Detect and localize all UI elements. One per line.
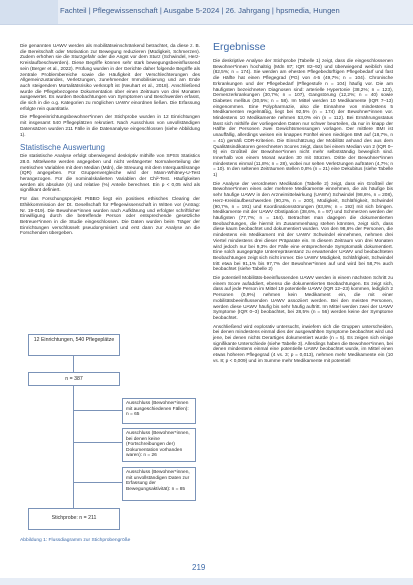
header-bar — [0, 0, 413, 25]
flow-exclusion-2 — [122, 428, 196, 462]
paragraph: Die Analyse der verordneten Medikation (Tabelle 2) zeigt, dass ein Großteil der Bewohner*innen eines oder mehrere Medikamente einnehmen, die als häufige bis sehr häufige UAWV in den Arzneimittelwirkung (UAWV) Schwindel (98,6%, n = 208), Herz-Kreislaufbeschwerden (90,2%, n = 200), Müdigkeit, Schläfrigkeit, Schwindel (90,7%, n = 191) und Koordinationsstörungen (93,8%; n = 192) mit sich bringen. Medikamente mit der UAWV Obstipation (38,6%, n = 97) und Schmerzen werden der häufigsten (77,7%; n = 164). Betrachtet man dagegen die dokumentierten Beobachtungen, die hiermit im Zusammenhang stehen könnten, zeigt sich, dass diese kaum beobachtet und dokumentiert wurden. Von den 98,6% der Personen, die mindestens ein Medikament mit der UAWV Schwindel einnehmen, nehmen drei Viertel mindestens drei dieser Präparate ein. In diesem Zeitraum von drei Monaten wird jedoch nur bei 9,3% der Fälle eine entsprechende Symptomatik dokumentiert. Eine solch ausgeprägte Unterrepräsentanz zu erwartender UAWV und beobachteten Beobachtungen zeigt sich nicht immer. Die UAWV Müdigkeit, Schläfrigkeit, Schwindel tritt etwa bei 91,1% bis 97,7% der Bewohner*innen auf und wird bei 58,7% auch beobachtet (siehe Tabelle 2) — [213, 181, 393, 273]
flow-connector — [73, 410, 122, 411]
running-header: Fachteil | Pflegewissenschaft | Ausgabe 5-2024 | 26. Jahrgang | hpsmedia, Hungen — [60, 6, 340, 15]
paragraph: Die statistische Analyse erfolgt überwiegend deskriptiv mithilfe von SPSS Statistics 28.0. Mittelwerte werden angegeben und nicht verlängerter Normalverteilung der metrischen Variablen mit dem Median (Mdn), die Streuung mit dem Interquartilsrange (IQR) angegeben. Für Gruppenvergleiche wird der Mann-Whitney-U-Test herangezogen. Für die nominalskalierten Variablen der Chi²-Test. Häufigkeiten werden als absolute (n) und relative (%) Anteile berechnet. Ein p < 0,05 wird als signifikant definiert. — [20, 154, 200, 194]
paragraph: Die deskriptive Analyse der Stichprobe (Tabelle 1) zeigt, dass die eingeschlossenen Bewohner*innen hochaltrig (Mdn 87; IQR 82–92) und überwiegend weiblich sind (82,5%; n = 174). Sie werden am ehesten Pflegebedürftigen Pflegebedarf und fast die Hälfte hat einen Pflegegrad (PG) von 4-5 (49,7%; n = 104). Chronische Erkrankungen und der Pflegebedarf (Pflegestufe n = 104) häufig vor. Die am häufigsten bezeichneten Diagnosen sind: arterielle Hypertonie (38,2%; n = 123), Demenzerkrankungen (30,7%; n = 107), Gangstörung (12,2%; n = 40) sowie Diabetes mellitus (30,5%; n = 58). Im Mittel werden 10 Medikamente (IQR 7–13) eingenommen. Eine Polypharmazie, also die Einnahme von mindestens 5 Medikamenten regelmäßig, liegt bei 92,5% (n = 174) der Bewohner*innen vor. Mindestens 10 Medikamente nehmen 53,0% ein (n = 112). Bei Ernährungsstatus lässt sich mithilfe der vorliegenden Daten nur schwer beurteilen, da nur in knapp der Hälfte der Personen zwei Gewichtsmessungen vorlagen. Der mittlere BMI ist unauffällig, allerdings weisen ein knappes Fünftel einen niedrigen BMI auf (18,7%, n = 41) gemäß CDR-Kriterien. Die Einschätzung der Mobilität anhand des aus dem Qualitätsindikatoren gerechneten Scores zeigt, dass bei einem Median von 2 (IQR 0–9) ein Großteil der Bewohner*innen nicht mehr selbstständig beweglich sind. Innerhalb von einem Monat wurden 30 mit Stürzen. Dritte der Bewohner*innen mindestens einmal (11,8%; n = 28), wobei nur selten Verletzungen auftraten (4,7%; n = 10). In den seltenen Zeiträumen stellen 0,8% (n = 21) eine Dekubitus (siehe Tabelle 1) — [213, 59, 393, 179]
flow-connector — [73, 482, 122, 483]
flow-exclusion-3 — [122, 467, 196, 501]
page-number: 219 — [192, 563, 206, 572]
paragraph: Die Pflegeeinrichtungsbewohner*innen der Stichprobe wurden in 12 Einrichtungen mit insgesamt 540 Pflegeplätzen rekrutiert. Nach Ausschluss von unvollständigen Datensätzen wurden 211 Fälle in die Datenanalyse eingeschlossen (siehe Abbildung 1). — [20, 115, 200, 138]
flow-exclusion-3-text: Ausschluss (Bewohner*innen, mit unvollständigen Daten zur Erfassung der Bewegungsaktivität): n = 85 — [126, 470, 190, 492]
flowchart — [20, 330, 200, 534]
paragraph: Anschließend wird explorativ untersucht, inwiefern sich die Gruppen unterscheiden, bei denen mindestens einmal dies der ausgewählten Symptome beobachtet wird und jene, bei denen nichts Derartiges dokumentiert wurde (n = 5). Es zeigen sich einige signifikante Unterschiede (siehe Tabelle 3). Allerdings haben die Bewohner*innen, bei denen mindestens einmal eine potentielle UAWV beobachtet wurde, im Mittel einen etwas höheren Pflegegrad (4 vs. 3; p = 0,013), nehmen mehr Medikamente ein (10 vs. 8; p < 0,009) und im Summe mehr Medikamente mit potentiell — [213, 324, 393, 364]
flow-box-top — [28, 334, 120, 356]
flow-exclusion-1 — [122, 398, 196, 424]
paragraph: Die genannten UAWV werden als mobilitätseinschränkend betrachtet, da diese z. B. die Bereitschaft oder Motivation zur Bewegung reduzieren (Müdigkeit, Schmerzen). Zudem erhöhen sie die Sturzgefahr oder die Angst vor dem Sturz (Schwindel, Herz-Kreislaufbeschwerden). Diese Begriffe können sehr stark bewegungsbeeinflussend sein (Berger et al., 2022). Prüfung wurden in der Gerichte daher folgende Begriffe als zentrale Problembereiche sowie die Häufigkeit der Verschlechterungen des Allgemeinzustandes, Verletzungen, zunehmender Immobilisierung und am Ende auch steigendem Mortalitätsrisiko verknüpft ist (Neuhart et al., 2018). Anschließend wurde die Pflegebezogene Dokumentation über einen Zeitraum von drei Monaten ausgewertet. Es wurden Beobachtungen von Symptomen und Beschwerden erfasst, die sich in die o.g. Kategorien zu möglichen UAWV einordnen ließen. Die Erfassung erfolgte rein quantitativ. — [20, 44, 200, 112]
section-heading: Statistische Auswertung — [20, 143, 105, 153]
flow-box-top-text: 12 Einrichtungen, 540 Pflegeplätze — [33, 337, 115, 343]
flow-connector — [73, 442, 122, 443]
header-accent — [0, 0, 58, 24]
flow-exclusion-1-text: Ausschluss (Bewohner*innen mit ausgeschiedenen Fällen): n = 65 — [126, 401, 189, 418]
figure-caption: Abbildung 1: Flussdiagramm zur Stichprobengröße — [20, 538, 131, 543]
footer-bar — [0, 578, 413, 585]
flow-connector — [73, 386, 74, 508]
flow-box-bottom — [28, 508, 120, 530]
flow-box-mid-text: n = 387 — [65, 376, 83, 382]
flow-exclusion-2-text: Ausschluss (Bewohner*innen, bei denen keine (Fortschreibungen der) Dokumentation vorhanden waren): n = 26 — [126, 431, 190, 459]
left-column — [20, 44, 200, 240]
section-heading: Ergebnisse — [213, 41, 266, 53]
paragraph: Die potentiell Mobilitäts-beeinflussenden UAWV werden in einem nächsten Schritt zu einem Score aufaddiert, ebenso die dokumentierten Beobachtungen. Es zeigt sich, dass auf jede Person im Mittel 19 potentielle UAWV (IQR 12–23) kommen, lediglich 2 Personen (0,9%) nehmen kein Medikament ein, die mit einer mobilitätsbeeinflussenden UAWV assoziiert werden. Bei den meisten Personen, werden diese UAWV häufig bis sehr häufig auftritt. Im Mittel werden zwei der UAWV Symptome (IQR 0–3) beobachtet, bei 28,5% (n = 56) werden keine der Symptome beobachtet. — [213, 276, 393, 321]
right-column — [213, 41, 393, 368]
flow-connector — [73, 356, 74, 372]
paragraph: Für das Forschungsprojekt PIBBO liegt ein positives ethisches Clearing der Ethikkommission der Dt. Gesellschaft für Pflegewissenschaft in Witten vor (Antrag: Nr. 19-019). Die Bewohner*innen wurden nach Aufklärung und erfolgter schriftlicher Einwilligung durch die betreffende Person oder entsprechende gesetzliche Betreuer*innen in die Studie eingeschlossen. Die Daten wurden beim Träger der Einrichtungen verschlüsselt pseudonymisiert und erst dann zur Analyse an die Forschenden übergeben. — [20, 197, 200, 237]
flow-box-bottom-text: Stichprobe: n = 211 — [51, 515, 97, 521]
flow-box-mid — [28, 372, 120, 386]
